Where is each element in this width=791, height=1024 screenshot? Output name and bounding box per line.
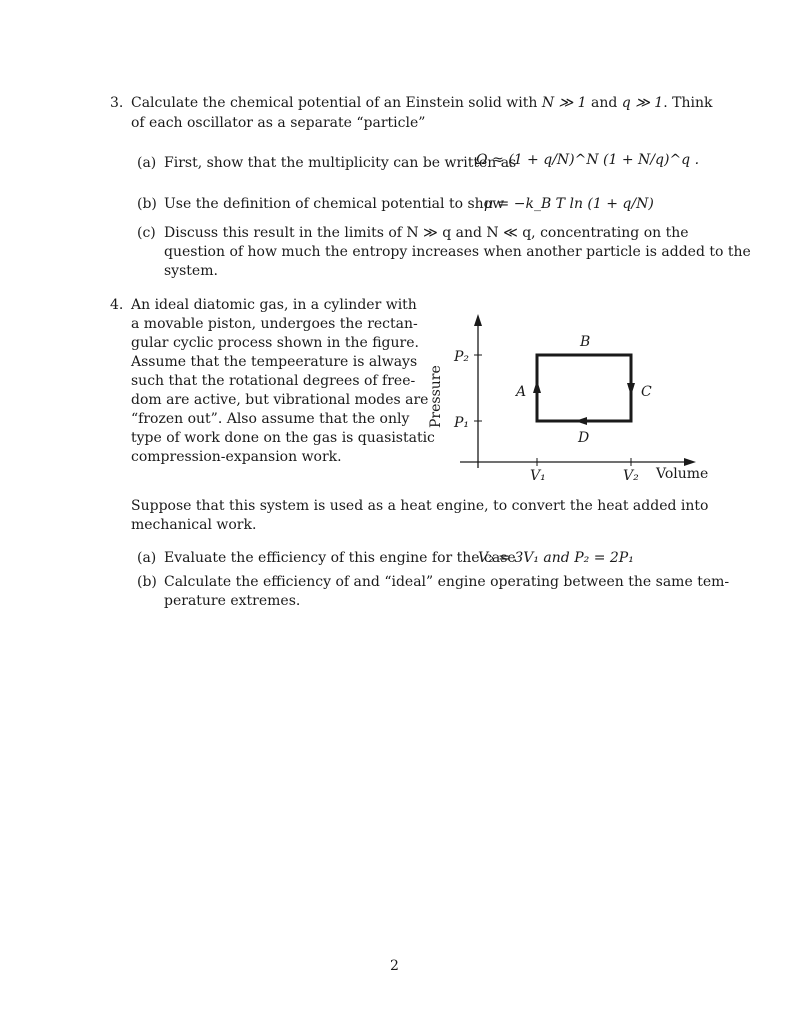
arrow-c-down [627,383,635,396]
intro-text-c: . Think [663,95,713,111]
pv-diagram [420,300,720,490]
problem-4b-label: (b) [137,574,157,590]
followup-line-2: mechanical work. [131,517,257,533]
problem-3c-line-1: Discuss this result in the limits of N ≫ q and N ≪ q, concentrating on the [164,225,689,241]
cycle-rectangle [537,355,631,421]
problem-3b-text: Use the definition of chemical potential to show [164,196,505,212]
label-d: D [578,430,590,446]
x-axis-label: Volume [656,466,709,482]
problem-3-intro-line-2: of each oscillator as a separate “particle” [131,115,426,131]
problem-3a-text: First, show that the multiplicity can be written as [164,155,517,171]
problem-4-line-7: “frozen out”. Also assume that the only [131,411,410,427]
problem-3c-line-2: question of how much the entropy increases when another particle is added to the [164,244,751,260]
label-p1: P₁ [454,415,470,431]
label-v2: V₂ [623,468,639,484]
label-v1: V₁ [530,468,546,484]
page-number: 2 [390,958,399,974]
label-b: B [580,334,591,350]
problem-4-line-4: Assume that the tempeerature is always [131,354,418,370]
arrow-d-left [575,417,587,425]
problem-3-number: 3. [110,95,124,111]
problem-4-line-1: An ideal diatomic gas, in a cylinder with [131,297,417,313]
problem-4a-formula: V₂ = 3V₁ and P₂ = 2P₁ [478,550,634,566]
chemical-potential-formula: μ = −k_B T ln (1 + q/N) [484,196,654,212]
label-a: A [516,384,527,400]
problem-4-line-6: dom are active, but vibrational modes are [131,392,429,408]
problem-4-line-8: type of work done on the gas is quasistatic [131,430,435,446]
problem-4-line-9: compression-expansion work. [131,449,342,465]
problem-4-line-5: such that the rotational degrees of free- [131,373,416,389]
y-axis-arrow [474,314,482,326]
condition-q: q ≫ 1 [621,95,664,111]
multiplicity-formula [476,138,699,182]
problem-3a-label: (a) [137,155,157,171]
x-axis-arrow [684,458,696,466]
problem-4b-line-1: Calculate the efficiency of and “ideal” engine operating between the same tem- [164,574,730,590]
problem-3c-line-3: system. [164,263,218,279]
problem-4a-text: Evaluate the efficiency of this engine for the case [164,550,516,566]
problem-4-line-2: a movable piston, undergoes the rectan- [131,316,418,332]
problem-4-line-3: gular cyclic process shown in the figure. [131,335,419,351]
problem-3-intro-line-1 [131,94,712,112]
intro-text-a: Calculate the chemical potential of an Einstein solid with [131,95,542,111]
problem-4-number: 4. [110,297,124,313]
problem-4a-label: (a) [137,550,157,566]
condition-n: N ≫ 1 [541,95,587,111]
problem-3c-label: (c) [137,225,156,241]
followup-line-1: Suppose that this system is used as a heat engine, to convert the heat added into [131,498,709,514]
arrow-a-up [533,380,541,393]
problem-3b-label: (b) [137,196,157,212]
y-axis-label: Pressure [428,365,444,428]
multiplicity-formula-text: Ω ≈ (1 + q/N)^N (1 + N/q)^q . [476,152,700,168]
label-p2: P₂ [454,349,470,365]
problem-4b-line-2: perature extremes. [164,593,301,609]
label-c: C [641,384,652,400]
intro-text-b: and [586,95,622,111]
